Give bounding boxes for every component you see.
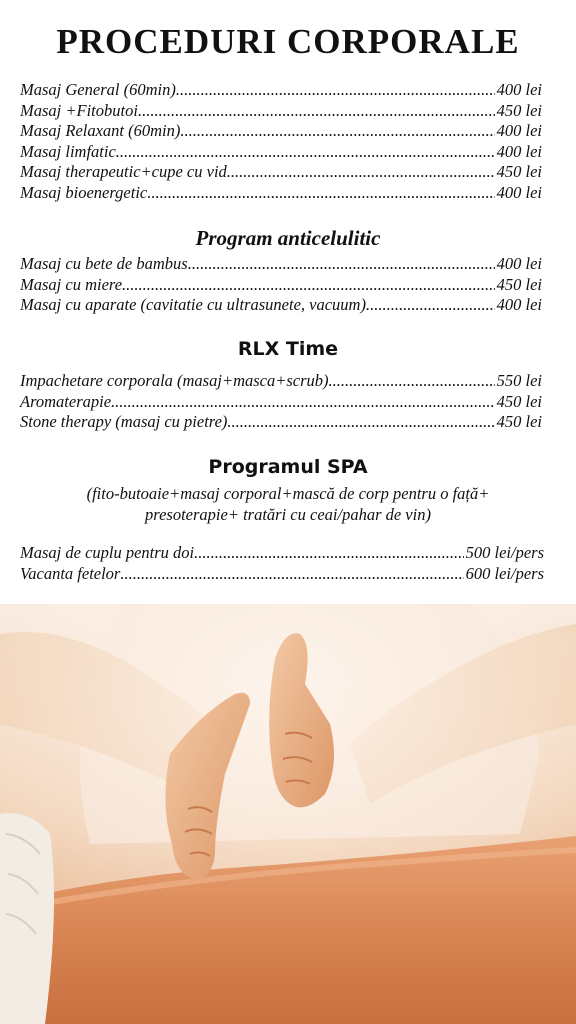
- spa-description: [0, 483, 576, 525]
- item-name: Impachetare corporala (masaj+masca+scrub): [20, 371, 329, 390]
- item-price: 450 lei: [496, 162, 542, 181]
- spa-price-list: [20, 543, 544, 584]
- item-name: Masaj limfatic: [20, 141, 116, 161]
- dot-leader: [180, 121, 494, 142]
- dot-leader: [120, 564, 463, 585]
- list-item: [20, 543, 544, 564]
- item-price: 500 lei/pers: [465, 543, 544, 562]
- item-name: Masaj cu bete de bambus: [20, 254, 188, 273]
- dot-leader: [122, 275, 495, 296]
- item-price: 400 lei: [496, 141, 542, 161]
- list-item: [20, 254, 542, 275]
- rlx-price-list: [20, 371, 542, 433]
- item-price: 400 lei: [496, 182, 542, 202]
- item-name: Vacanta fetelor: [20, 563, 121, 583]
- list-item: [20, 564, 544, 585]
- item-name: Masaj bioenergetic: [20, 182, 148, 202]
- item-price: 400 lei: [496, 121, 542, 140]
- massage-illustration: [0, 604, 576, 1024]
- dot-leader: [188, 254, 495, 275]
- list-item: [20, 412, 542, 433]
- list-item: [20, 183, 542, 204]
- spa-description-line: (fito-butoaie+masaj corporal+mască de corp pentru o față+: [86, 484, 490, 503]
- item-price: 400 lei: [496, 254, 542, 273]
- section-title-rlx: RLX Time: [237, 338, 339, 360]
- item-name: Stone therapy (masaj cu pietre): [20, 412, 228, 431]
- dot-leader: [176, 80, 495, 101]
- spa-description-line: presoterapie+ tratări cu ceai/pahar de vin): [145, 505, 431, 524]
- dot-leader: [227, 162, 495, 183]
- item-name: Masaj General (60min): [20, 80, 176, 99]
- item-price: 450 lei: [496, 274, 542, 294]
- section-title-anticelulitic: Program anticelulitic: [195, 226, 381, 250]
- dot-leader: [116, 142, 495, 163]
- item-name: Masaj +Fitobutoi: [20, 100, 138, 120]
- dot-leader: [111, 392, 495, 413]
- item-price: 450 lei: [496, 100, 542, 120]
- dot-leader: [194, 543, 463, 564]
- list-item: [20, 295, 542, 316]
- item-name: Masaj cu aparate (cavitatie cu ultrasunete, vacuum): [20, 295, 366, 314]
- dot-leader: [147, 183, 494, 204]
- dot-leader: [366, 295, 495, 316]
- item-name: Masaj therapeutic+cupe cu vid: [20, 162, 227, 181]
- list-item: [20, 392, 542, 413]
- item-price: 550 lei: [496, 371, 542, 390]
- list-item: [20, 80, 542, 101]
- item-name: Aromaterapie: [20, 391, 112, 411]
- page-title: PROCEDURI CORPORALE: [56, 22, 520, 61]
- list-item: [20, 121, 542, 142]
- section-title-spa: Programul SPA: [208, 456, 368, 478]
- dot-leader: [329, 371, 495, 392]
- item-price: 450 lei: [496, 391, 542, 411]
- list-item: [20, 162, 542, 183]
- list-item: [20, 101, 542, 122]
- item-price: 400 lei: [496, 80, 542, 99]
- item-name: Masaj cu miere: [20, 274, 123, 294]
- item-price: 450 lei: [496, 412, 542, 431]
- main-price-list: [20, 80, 542, 203]
- dot-leader: [138, 101, 495, 122]
- dot-leader: [227, 412, 494, 433]
- item-name: Masaj de cuplu pentru doi: [20, 543, 195, 562]
- item-price: 600 lei/pers: [465, 563, 544, 583]
- item-price: 400 lei: [496, 295, 542, 314]
- massage-photo: [0, 604, 576, 1024]
- list-item: [20, 142, 542, 163]
- list-item: [20, 275, 542, 296]
- list-item: [20, 371, 542, 392]
- item-name: Masaj Relaxant (60min): [20, 121, 181, 140]
- anticelulitic-price-list: [20, 254, 542, 316]
